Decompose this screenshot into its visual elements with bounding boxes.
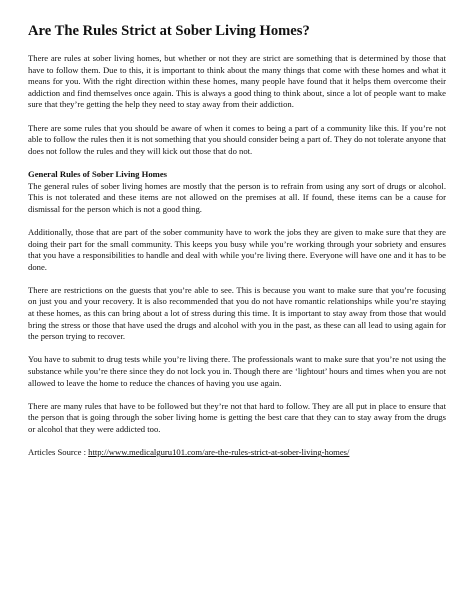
articles-source [28, 447, 446, 459]
document-page [28, 22, 446, 459]
paragraph-intro: There are rules at sober living homes, but whether or not they are strict are something that is determined by those that have to follow them. Due to this, it is important to think about the many things that come with these homes and what it means for you. With the right direction within these homes, many people have found that it helps them overcome their addiction and find themselves once again. This is always a good thing to think about, since a lot of people want to make sure that they’re getting the help they need to stay away from their addiction. [28, 53, 446, 110]
document-title: Are The Rules Strict at Sober Living Homes? [28, 23, 310, 39]
paragraph-guest-restrictions: There are restrictions on the guests that you’re able to see. This is because you want to make sure that you’re focusing on just you and your recovery. It is also recommended that you do not have romantic relationships while you’re staying at these homes, as this can bring about a lot of stress during this time. It is important to stay away from those that would bring the stress or those that have used the drugs and alcohol with you in the past, as these can all lead to using again for the person trying to recover. [28, 284, 446, 342]
source-label: Articles Source : [28, 447, 89, 458]
paragraph-conclusion: There are many rules that have to be followed but they’re not that hard to follow. They are all put in place to ensure that the person that is going through the sober living home is getting the best care that they can to stay away from the drugs or alcohol that they were addicted too. [28, 400, 446, 434]
paragraph-general-rules: The general rules of sober living homes are mostly that the person is to refrain from using any sort of drugs or alcohol. This is not tolerated and these items are not allowed on the premises at all. If found, these items can be a cause for dismissal for the person which is not a good thing. [28, 180, 446, 214]
paragraph-jobs: Additionally, those that are part of the sober community have to work the jobs they are given to make sure that they are doing their part for the small community. This keeps you busy while you’re working through your sobriety and ensures that you have a responsibilities to handle and deal with while you’re living there. Everyone will have one and it has to be done. [28, 226, 446, 272]
source-link[interactable]: http://www.medicalguru101.com/are-the-rules-strict-at-sober-living-homes/ [88, 447, 350, 458]
paragraph-community-rules: There are some rules that you should be aware of when it comes to being a part of a community like this. If you’re not able to follow the rules then it is not something that you should consider being a part of. They do not tolerate anyone that does not follow the rules and they will kick out those that do not. [28, 122, 446, 156]
paragraph-drug-tests: You have to submit to drug tests while you’re living there. The professionals want to make sure that you’re not using the substance while you’re there since they do not lock you in. Though there are ‘lightout’ hours and times when you are not allowed to leave the home to reduce the chances of having you use again. [28, 354, 446, 388]
section-subheading: General Rules of Sober Living Homes [28, 168, 168, 179]
